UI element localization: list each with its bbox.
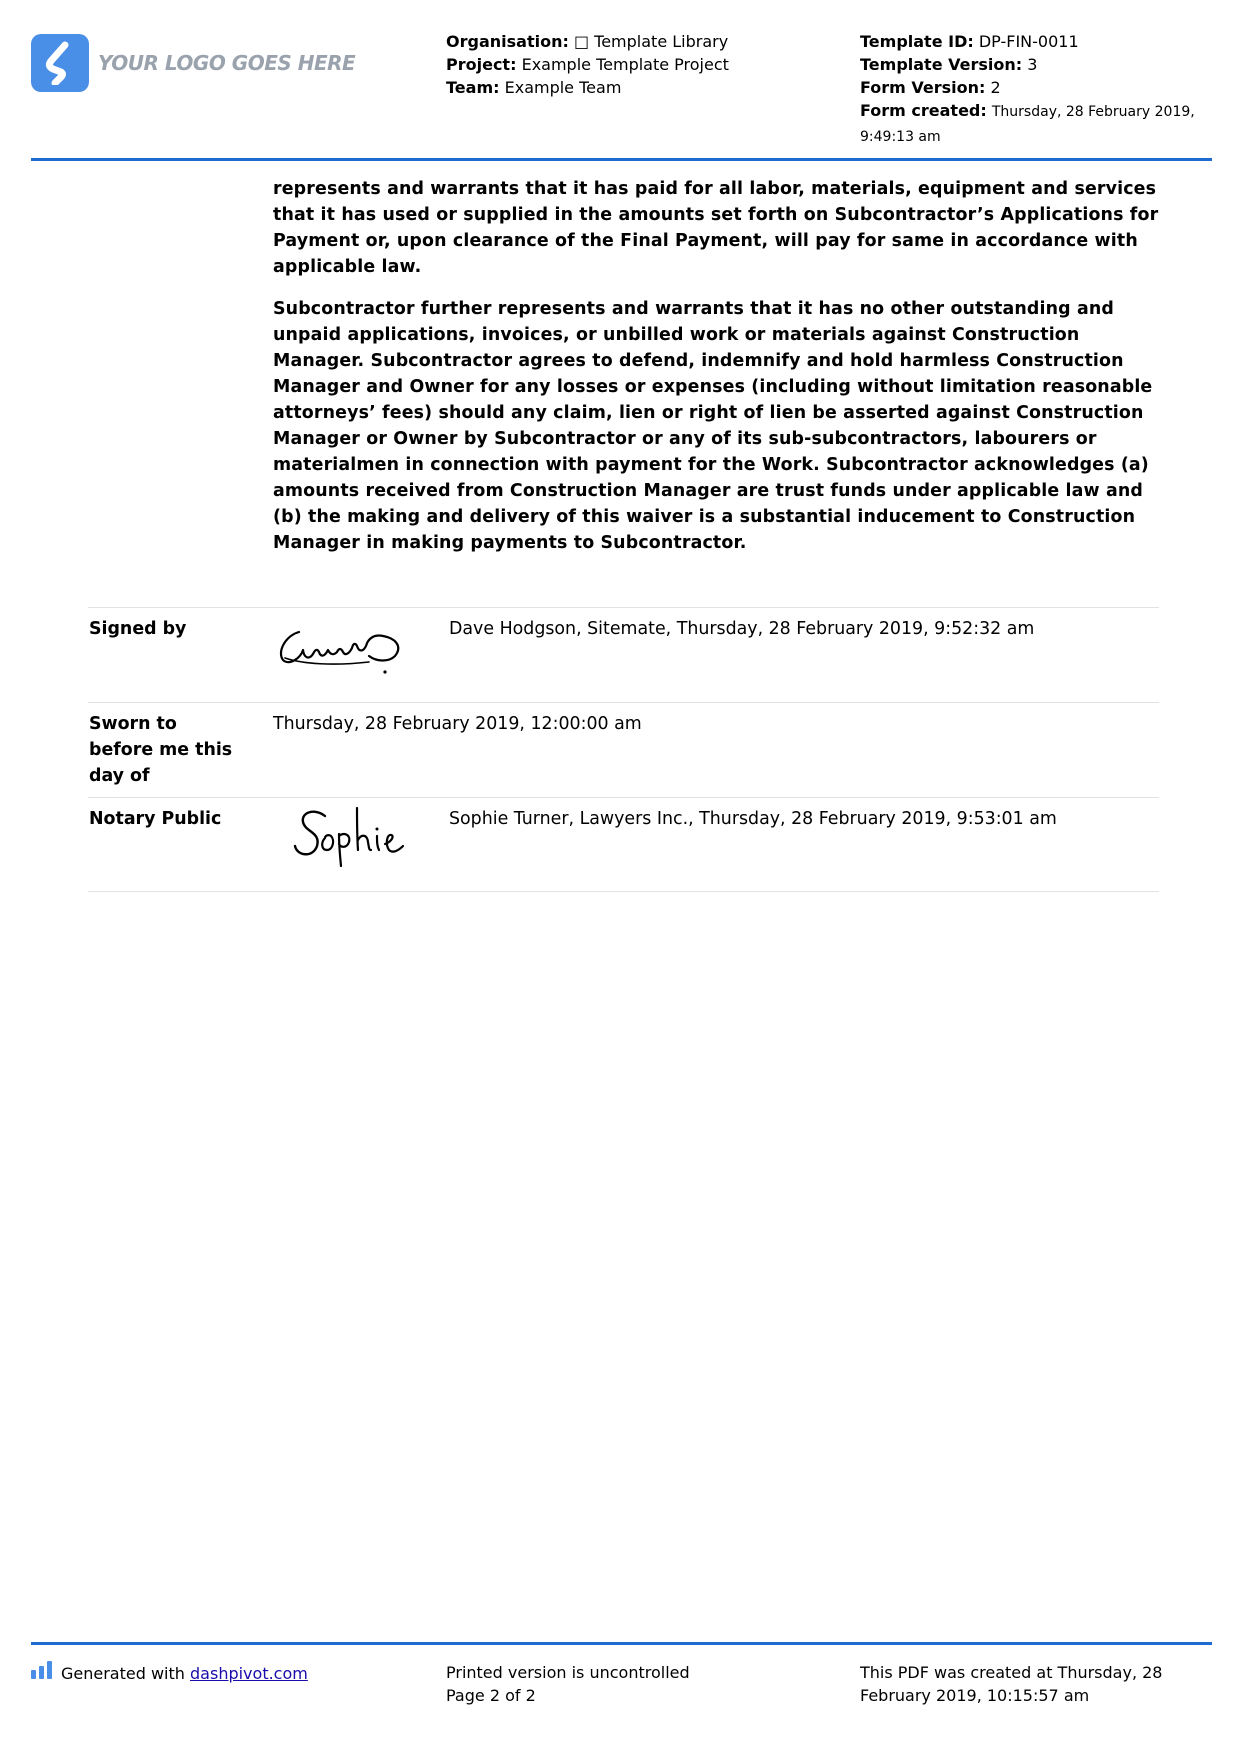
form-version-label: Form Version: bbox=[860, 78, 986, 97]
template-version-value: 3 bbox=[1027, 55, 1038, 74]
bar-chart-icon bbox=[31, 1661, 53, 1685]
dashpivot-link[interactable]: dashpivot.com bbox=[190, 1663, 308, 1683]
signed-by-signature bbox=[273, 618, 423, 682]
pdf-created: This PDF was created at Thursday, 28 February 2019, 10:15:57 am bbox=[860, 1663, 1163, 1705]
waiver-paragraph-1: represents and warrants that it has paid for all labor, materials, equipment and services that it has used or supplied in the amounts set forth on Subcontractor’s Applications for Payment or, upon clearance of the Final Payment, will pay for same in accordance with applicable law. bbox=[273, 179, 1159, 277]
page-number: Page 2 of 2 bbox=[446, 1686, 536, 1705]
logo-icon bbox=[31, 34, 89, 92]
notary-value: Sophie Turner, Lawyers Inc., Thursday, 28 February 2019, 9:53:01 am bbox=[449, 809, 1057, 829]
team-label: Team: bbox=[446, 78, 500, 97]
team-value: Example Team bbox=[504, 78, 622, 97]
generated-with bbox=[31, 1661, 308, 1685]
signature-rows bbox=[88, 607, 1159, 892]
template-id-label: Template ID: bbox=[860, 32, 974, 51]
company-logo bbox=[31, 34, 355, 92]
footer-status bbox=[446, 1661, 690, 1707]
notary-label: Notary Public bbox=[89, 809, 222, 829]
notary-signature bbox=[273, 804, 423, 872]
organisation-label: Organisation: bbox=[446, 32, 569, 51]
generated-prefix: Generated with bbox=[61, 1663, 185, 1683]
sworn-value: Thursday, 28 February 2019, 12:00:00 am bbox=[273, 714, 642, 734]
waiver-text bbox=[273, 176, 1159, 572]
form-created-value: Thursday, 28 February 2019, 9:49:13 am bbox=[860, 104, 1195, 145]
project-value: Example Template Project bbox=[521, 55, 729, 74]
form-created-label: Form created: bbox=[860, 101, 987, 120]
sworn-label: Sworn to before me this day of bbox=[89, 714, 233, 786]
template-id-value: DP-FIN-0011 bbox=[978, 32, 1079, 51]
signed-by-value: Dave Hodgson, Sitemate, Thursday, 28 February 2019, 9:52:32 am bbox=[449, 619, 1035, 639]
signed-by-label: Signed by bbox=[89, 619, 187, 639]
form-version-value: 2 bbox=[990, 78, 1001, 97]
template-version-label: Template Version: bbox=[860, 55, 1023, 74]
notary-row bbox=[88, 797, 1159, 892]
waiver-paragraph-2: Subcontractor further represents and warrants that it has no other outstanding and unpaid applications, invoices, or unbilled work or materials against Construction Manager. Subcontractor agrees to defend, indemnify and hold harmless Construction Manager and Owner for any losses or expenses (including without limitation reasonable attorneys’ fees) should any claim, lien or right of lien be asserted against Construction Manager or Owner by Subcontractor or any of its sub-subcontractors, labourers or materialmen in connection with payment for the Work. Subcontractor acknowledges (a) amounts received from Construction Manager are trust funds under applicable law and (b) the making and delivery of this waiver is a substantial inducement to Construction Manager in making payments to Subcontractor. bbox=[273, 299, 1153, 553]
project-label: Project: bbox=[446, 55, 517, 74]
uncontrolled-notice: Printed version is uncontrolled bbox=[446, 1663, 690, 1682]
page-header bbox=[31, 0, 1212, 161]
signed-by-row bbox=[88, 607, 1159, 702]
organisation-value: □ Template Library bbox=[573, 32, 729, 51]
header-template-block bbox=[860, 30, 1212, 149]
page-footer bbox=[31, 1642, 1212, 1705]
header-organisation-block bbox=[446, 30, 729, 99]
logo-text: YOUR LOGO GOES HERE bbox=[98, 51, 356, 75]
sworn-row bbox=[88, 702, 1159, 797]
